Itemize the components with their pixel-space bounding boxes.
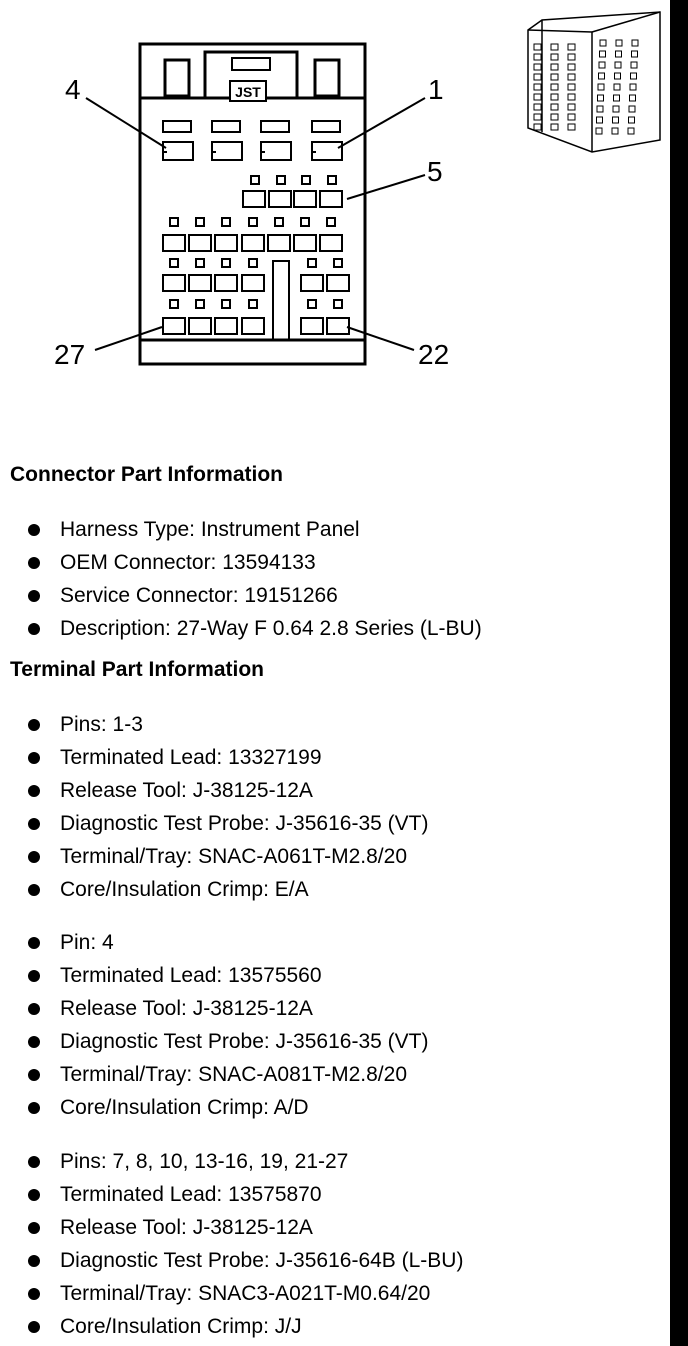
- small-marker: [249, 300, 257, 308]
- connector-diagram: [0, 0, 670, 420]
- list-item: Core/Insulation Crimp: E/A: [28, 876, 428, 909]
- thumb-hole: [596, 128, 602, 134]
- thumb-hole: [551, 104, 558, 110]
- thumb-hole: [629, 106, 635, 112]
- slot-top: [212, 121, 240, 132]
- thumb-hole: [551, 74, 558, 80]
- slot-top: [261, 121, 289, 132]
- terminal-group-2: [28, 929, 428, 1127]
- connector-section-title: Connector Part Information: [10, 463, 284, 486]
- thumb-hole: [551, 64, 558, 70]
- small-marker: [327, 218, 335, 226]
- leader-1: [338, 98, 425, 148]
- cavity: [215, 318, 237, 334]
- thumb-hole: [534, 124, 541, 130]
- cavity: [215, 275, 237, 291]
- callout-4: 4: [65, 74, 81, 105]
- thumb-hole: [568, 54, 575, 60]
- list-item: Core/Insulation Crimp: J/J: [28, 1313, 463, 1346]
- list-item: Description: 27-Way F 0.64 2.8 Series (L-BU): [28, 615, 482, 648]
- list-item: Diagnostic Test Probe: J-35616-64B (L-BU): [28, 1247, 463, 1280]
- center-divider: [273, 261, 289, 340]
- thumb-hole: [616, 51, 622, 57]
- cavity: [243, 191, 265, 207]
- cavity: [301, 275, 323, 291]
- thumb-hole: [568, 94, 575, 100]
- thumb-hole: [568, 74, 575, 80]
- thumb-hole: [613, 106, 619, 112]
- small-marker: [170, 218, 178, 226]
- list-item: Terminated Lead: 13575870: [28, 1181, 463, 1214]
- thumb-hole: [568, 114, 575, 120]
- list-item: Pins: 1-3: [28, 711, 428, 744]
- list-item: Terminal/Tray: SNAC3-A021T-M0.64/20: [28, 1280, 463, 1313]
- thumb-hole: [551, 84, 558, 90]
- list-item: Harness Type: Instrument Panel: [28, 516, 482, 549]
- thumb-hole: [600, 51, 606, 57]
- thumb-hole: [534, 84, 541, 90]
- leader-4: [86, 98, 166, 148]
- list-item: Release Tool: J-38125-12A: [28, 995, 428, 1028]
- latch-left: [165, 60, 189, 96]
- thumb-hole: [551, 54, 558, 60]
- list-item: Terminal/Tray: SNAC-A081T-M2.8/20: [28, 1061, 428, 1094]
- callout-27: 27: [54, 339, 86, 370]
- thumb-hole: [632, 51, 638, 57]
- callout-22: 22: [418, 339, 450, 370]
- thumb-hole: [599, 62, 605, 68]
- terminal-group-3: [28, 1148, 463, 1346]
- small-marker: [251, 176, 259, 184]
- thumb-hole: [598, 95, 604, 101]
- thumb-hole: [615, 73, 621, 79]
- list-item: Terminated Lead: 13575560: [28, 962, 428, 995]
- thumb-hole: [612, 128, 618, 134]
- small-marker: [249, 259, 257, 267]
- large-cavity: [261, 142, 291, 160]
- thumb-hole: [551, 94, 558, 100]
- thumb-hole: [629, 117, 635, 123]
- small-marker: [277, 176, 285, 184]
- small-marker: [222, 300, 230, 308]
- connector-thumbnail: [528, 12, 660, 152]
- thumb-hole: [551, 114, 558, 120]
- thumb-hole: [568, 84, 575, 90]
- cavity: [242, 275, 264, 291]
- cavity: [242, 318, 264, 334]
- small-marker: [196, 218, 204, 226]
- thumb-hole: [534, 114, 541, 120]
- thumb-hole: [630, 95, 636, 101]
- thumb-hole: [597, 106, 603, 112]
- thumb-hole: [600, 40, 606, 46]
- list-item: Diagnostic Test Probe: J-35616-35 (VT): [28, 810, 428, 843]
- list-item: Pins: 7, 8, 10, 13-16, 19, 21-27: [28, 1148, 463, 1181]
- cavity: [327, 318, 349, 334]
- cavity: [320, 191, 342, 207]
- small-marker: [334, 300, 342, 308]
- thumb-hole: [631, 73, 637, 79]
- thumb-hole: [534, 54, 541, 60]
- thumb-hole: [568, 104, 575, 110]
- thumb-hole: [599, 73, 605, 79]
- latch-right: [315, 60, 339, 96]
- large-cavity: [212, 142, 242, 160]
- thumb-hole: [616, 40, 622, 46]
- slot-top: [163, 121, 191, 132]
- thumb-hole: [614, 95, 620, 101]
- list-item: Core/Insulation Crimp: A/D: [28, 1094, 428, 1127]
- thumb-hole: [534, 104, 541, 110]
- leader-5: [347, 175, 425, 199]
- small-marker: [275, 218, 283, 226]
- thumb-hole: [597, 117, 603, 123]
- cavity: [294, 191, 316, 207]
- thumb-hole: [568, 44, 575, 50]
- small-marker: [302, 176, 310, 184]
- cavity: [189, 275, 211, 291]
- cavity: [327, 275, 349, 291]
- small-marker: [196, 259, 204, 267]
- cavity: [242, 235, 264, 251]
- cavity: [163, 275, 185, 291]
- thumb-hole: [551, 44, 558, 50]
- page-edge-bar: [670, 0, 688, 1346]
- cavity: [320, 235, 342, 251]
- small-marker: [308, 300, 316, 308]
- thumb-hole: [551, 124, 558, 130]
- thumb-hole: [534, 44, 541, 50]
- thumb-hole: [534, 64, 541, 70]
- list-item: Pin: 4: [28, 929, 428, 962]
- small-marker: [170, 259, 178, 267]
- list-item: Terminated Lead: 13327199: [28, 744, 428, 777]
- cavity: [215, 235, 237, 251]
- list-item: Release Tool: J-38125-12A: [28, 1214, 463, 1247]
- cavity: [268, 235, 290, 251]
- cavity: [189, 235, 211, 251]
- thumb-hole: [614, 84, 620, 90]
- cavity: [189, 318, 211, 334]
- connector-info-list: [28, 516, 482, 648]
- small-marker: [301, 218, 309, 226]
- list-item: Diagnostic Test Probe: J-35616-35 (VT): [28, 1028, 428, 1061]
- thumb-hole: [568, 64, 575, 70]
- small-marker: [196, 300, 204, 308]
- thumb-hole: [631, 62, 637, 68]
- small-marker: [170, 300, 178, 308]
- cavity: [163, 235, 185, 251]
- terminal-group-1: [28, 711, 428, 909]
- terminal-section-title: Terminal Part Information: [10, 658, 264, 681]
- thumb-hole: [568, 124, 575, 130]
- list-item: OEM Connector: 13594133: [28, 549, 482, 582]
- cavity: [301, 318, 323, 334]
- slot-top: [312, 121, 340, 132]
- thumb-hole: [630, 84, 636, 90]
- thumb-hole: [628, 128, 634, 134]
- list-item: Release Tool: J-38125-12A: [28, 777, 428, 810]
- thumb-hole: [615, 62, 621, 68]
- small-marker: [222, 218, 230, 226]
- list-item: Terminal/Tray: SNAC-A061T-M2.8/20: [28, 843, 428, 876]
- cavity: [163, 318, 185, 334]
- cavity: [269, 191, 291, 207]
- thumb-hole: [632, 40, 638, 46]
- list-item: Service Connector: 19151266: [28, 582, 482, 615]
- small-marker: [328, 176, 336, 184]
- thumb-hole: [534, 74, 541, 80]
- thumb-hole: [613, 117, 619, 123]
- thumb-hole: [598, 84, 604, 90]
- thumb-hole: [534, 94, 541, 100]
- small-marker: [249, 218, 257, 226]
- small-marker: [222, 259, 230, 267]
- jst-logo-text: JST: [235, 84, 261, 100]
- callout-5: 5: [427, 156, 443, 187]
- large-cavity: [312, 142, 342, 160]
- callout-1: 1: [428, 74, 444, 105]
- cavity: [294, 235, 316, 251]
- small-marker: [308, 259, 316, 267]
- large-cavity: [163, 142, 193, 160]
- small-marker: [334, 259, 342, 267]
